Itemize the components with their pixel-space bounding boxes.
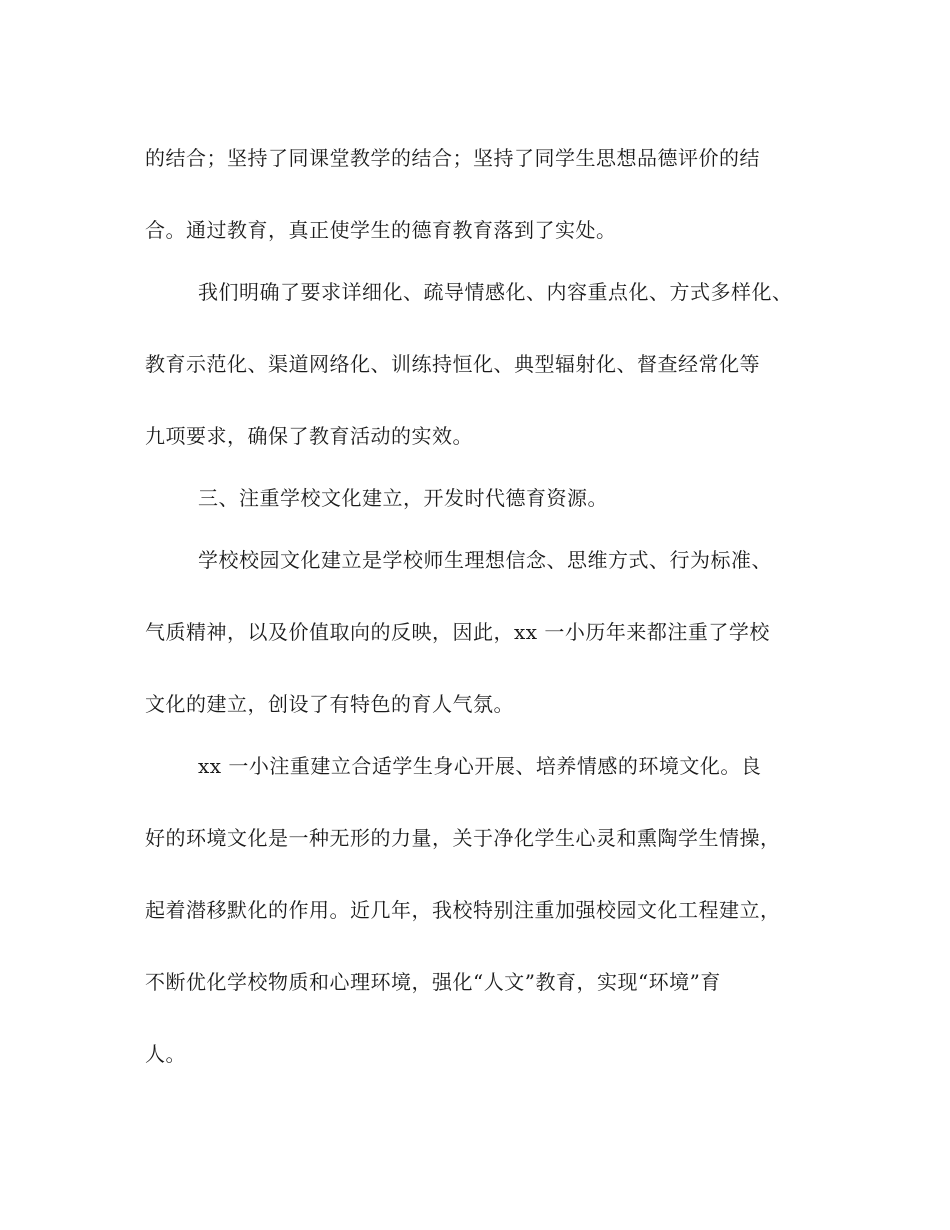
paragraph-line: 我们明确了要求详细化、疏导情感化、内容重点化、方式多样化、 [198, 280, 793, 304]
section-heading: 三、注重学校文化建立，开发时代德育资源。 [198, 486, 608, 510]
paragraph-line: 气质精神，以及价值取向的反映，因此，xx 一小历年来都注重了学校 [145, 620, 770, 644]
paragraph-line: 教育示范化、渠道网络化、训练持恒化、典型辐射化、督查经常化等 [145, 352, 760, 376]
paragraph-line: 起着潜移默化的作用。近几年，我校特别注重加强校园文化工程建立， [145, 898, 781, 922]
paragraph-line: 学校校园文化建立是学校师生理想信念、思维方式、行为标准、 [198, 548, 772, 572]
paragraph-line: xx 一小注重建立合适学生身心开展、培养情感的环境文化。良 [198, 754, 762, 778]
paragraph-line: 不断优化学校物质和心理环境，强化“人文”教育，实现“环境”育 [145, 970, 721, 994]
paragraph-line: 人。 [145, 1042, 186, 1066]
paragraph-line: 的结合；坚持了同课堂教学的结合；坚持了同学生思想品德评价的结 [145, 146, 760, 170]
paragraph-line: 合。通过教育，真正使学生的德育教育落到了实处。 [145, 218, 617, 242]
paragraph-line: 九项要求，确保了教育活动的实效。 [145, 424, 473, 448]
paragraph-line: 文化的建立，创设了有特色的育人气氛。 [145, 692, 514, 716]
paragraph-line: 好的环境文化是一种无形的力量，关于净化学生心灵和熏陶学生情操， [145, 826, 781, 850]
